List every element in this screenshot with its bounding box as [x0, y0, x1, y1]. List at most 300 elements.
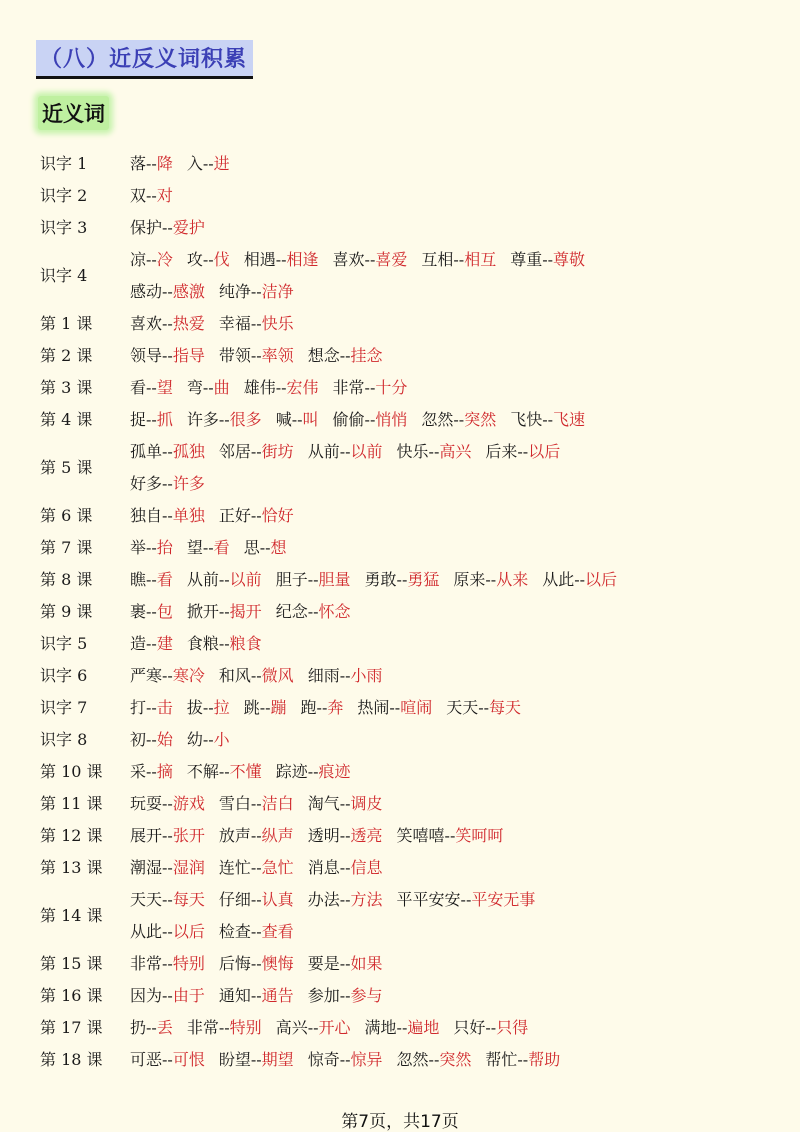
pair-separator: -- [485, 569, 497, 589]
synonym-word: 急忙 [261, 857, 294, 877]
word-pair [130, 247, 173, 270]
synonym-word: 始 [156, 729, 173, 749]
lesson-label: 第 2 课 [40, 345, 93, 365]
pair-separator: -- [485, 1017, 497, 1037]
source-word: 快乐 [396, 441, 429, 461]
source-word: 和风 [218, 665, 251, 685]
word-pair-line [130, 946, 790, 978]
lesson-label: 第 5 课 [40, 457, 93, 477]
pair-separator: -- [162, 889, 173, 909]
word-pair-line [130, 594, 790, 626]
source-word: 要是 [307, 953, 340, 973]
synonym-word: 建 [156, 633, 173, 653]
pair-separator: -- [396, 569, 408, 589]
word-pair [510, 247, 585, 270]
synonym-word: 笑呵呵 [455, 825, 504, 845]
word-pair [397, 439, 472, 462]
source-word: 喜欢 [130, 313, 163, 333]
source-word: 原来 [453, 569, 486, 589]
source-word: 天天 [130, 889, 163, 909]
word-pair [397, 1047, 472, 1070]
pair-separator: -- [364, 377, 376, 397]
word-pair-line [130, 306, 790, 338]
pair-separator: -- [202, 249, 214, 269]
word-pair [301, 695, 344, 718]
synonym-word: 游戏 [172, 793, 205, 813]
source-word: 领导 [130, 345, 163, 365]
word-pair [244, 535, 287, 558]
source-word: 喊 [275, 409, 292, 429]
synonym-word: 可恨 [172, 1049, 205, 1069]
pair-separator: -- [428, 441, 440, 461]
word-pair [130, 503, 205, 526]
pair-separator: -- [162, 921, 173, 941]
synonym-word: 方法 [350, 889, 383, 909]
synonym-word: 单独 [172, 505, 205, 525]
synonym-word: 微风 [261, 665, 294, 685]
source-word: 惊奇 [307, 1049, 340, 1069]
source-word: 办法 [307, 889, 340, 909]
word-pair [397, 823, 504, 846]
word-pair-line [130, 146, 790, 178]
word-pair-line [130, 882, 790, 914]
source-word: 满地 [364, 1017, 397, 1037]
word-pair [308, 951, 383, 974]
word-pair [187, 695, 230, 718]
synonym-word: 拉 [213, 697, 230, 717]
word-pair [333, 375, 408, 398]
source-word: 检查 [218, 921, 251, 941]
word-pair [365, 567, 440, 590]
lesson-label: 识字 1 [40, 153, 88, 173]
word-pair [130, 151, 173, 174]
pair-separator: -- [162, 665, 173, 685]
pair-separator: -- [339, 889, 351, 909]
source-word: 尊重 [510, 249, 543, 269]
synonym-word: 指导 [172, 345, 205, 365]
synonym-word: 尊敬 [553, 249, 586, 269]
word-pair-line [130, 210, 790, 242]
pair-separator: -- [542, 249, 554, 269]
pair-separator: -- [275, 377, 287, 397]
synonym-word: 以后 [528, 441, 561, 461]
pair-separator: -- [250, 345, 262, 365]
pair-separator: -- [218, 601, 230, 621]
lesson-label: 第 15 课 [40, 953, 103, 973]
source-word: 偷偷 [332, 409, 365, 429]
lesson-label: 识字 8 [40, 729, 88, 749]
synonym-word: 冷 [156, 249, 173, 269]
lesson-label: 第 1 课 [40, 313, 93, 333]
synonym-word: 特别 [172, 953, 205, 973]
source-word: 食粮 [186, 633, 219, 653]
synonym-word: 许多 [172, 473, 205, 493]
pair-separator: -- [339, 857, 351, 877]
pair-separator: -- [339, 441, 351, 461]
pair-separator: -- [162, 1049, 173, 1069]
source-word: 踪迹 [275, 761, 308, 781]
word-pair [130, 727, 173, 750]
pair-separator: -- [162, 217, 173, 237]
pair-separator: -- [453, 249, 465, 269]
source-word: 跳 [243, 697, 260, 717]
source-word: 捉 [130, 409, 147, 429]
pair-separator: -- [339, 985, 351, 1005]
synonym-word: 高兴 [439, 441, 472, 461]
word-pair [219, 311, 294, 334]
source-word: 盼望 [218, 1049, 251, 1069]
source-word: 不解 [186, 761, 219, 781]
word-pair [421, 407, 496, 430]
pair-separator: -- [146, 633, 157, 653]
source-word: 扔 [130, 1017, 147, 1037]
word-pair [485, 1047, 560, 1070]
pair-separator: -- [146, 729, 157, 749]
word-pair-line [130, 562, 790, 594]
source-word: 好多 [130, 473, 163, 493]
synonym-word: 以后 [585, 569, 618, 589]
synonym-word: 纵声 [261, 825, 294, 845]
pair-separator: -- [162, 985, 173, 1005]
synonym-word: 帮助 [528, 1049, 561, 1069]
source-word: 消息 [307, 857, 340, 877]
pair-separator: -- [146, 153, 157, 173]
source-word: 放声 [218, 825, 251, 845]
lesson-label: 第 18 课 [40, 1049, 103, 1069]
word-pair [357, 695, 432, 718]
word-pair [130, 407, 173, 430]
word-pair [130, 215, 205, 238]
word-pair [187, 567, 262, 590]
source-word: 正好 [218, 505, 251, 525]
word-pair [187, 727, 230, 750]
pair-separator: -- [339, 825, 351, 845]
source-word: 潮湿 [130, 857, 163, 877]
pair-separator: -- [444, 825, 456, 845]
word-pair-line [130, 370, 790, 402]
source-word: 热闹 [357, 697, 390, 717]
word-pair [130, 951, 205, 974]
pair-separator: -- [146, 1017, 157, 1037]
word-pair-line [130, 530, 790, 562]
synonym-word: 击 [156, 697, 173, 717]
word-pair [453, 1015, 528, 1038]
pair-separator: -- [307, 569, 319, 589]
pair-separator: -- [162, 953, 173, 973]
synonym-word: 喜爱 [375, 249, 408, 269]
pair-separator: -- [146, 537, 157, 557]
word-pair [219, 503, 294, 526]
word-pair [219, 887, 294, 910]
source-word: 后来 [485, 441, 518, 461]
lesson-row [40, 818, 790, 850]
lesson-row [40, 338, 790, 370]
word-pair [308, 1047, 383, 1070]
word-pair-line [130, 434, 790, 466]
synonym-word: 突然 [439, 1049, 472, 1069]
synonym-word: 率领 [261, 345, 294, 365]
word-pair [276, 407, 319, 430]
synonym-word: 以前 [229, 569, 262, 589]
source-word: 攻 [186, 249, 203, 269]
synonym-word: 丢 [156, 1017, 173, 1037]
lesson-row [40, 498, 790, 530]
pair-separator: -- [146, 697, 157, 717]
synonym-word: 期望 [261, 1049, 294, 1069]
word-pair [219, 919, 294, 942]
pair-separator: -- [250, 665, 262, 685]
pair-separator: -- [250, 889, 262, 909]
word-pair [187, 375, 230, 398]
synonym-word: 查看 [261, 921, 294, 941]
pair-separator: -- [162, 473, 173, 493]
pair-separator: -- [250, 441, 262, 461]
section-title: （八）近反义词积累 [36, 40, 253, 79]
pair-separator: -- [574, 569, 586, 589]
word-pair [308, 343, 383, 366]
lesson-row [40, 562, 790, 594]
word-pair [219, 343, 294, 366]
lesson-row [40, 434, 790, 498]
word-pair [130, 791, 205, 814]
pair-separator: -- [218, 1017, 230, 1037]
synonym-word: 洁净 [261, 281, 294, 301]
synonym-word: 不懂 [229, 761, 262, 781]
lesson-label: 第 6 课 [40, 505, 93, 525]
source-word: 入 [186, 153, 203, 173]
pair-separator: -- [389, 697, 401, 717]
word-pair [187, 247, 230, 270]
source-word: 落 [130, 153, 147, 173]
word-pair-line [130, 626, 790, 658]
source-word: 只好 [453, 1017, 486, 1037]
word-pair [219, 439, 294, 462]
synonym-word: 爱护 [172, 217, 205, 237]
word-pair [308, 791, 383, 814]
source-word: 邻居 [218, 441, 251, 461]
lesson-row [40, 786, 790, 818]
pair-separator: -- [146, 249, 157, 269]
source-word: 想念 [307, 345, 340, 365]
pair-separator: -- [162, 505, 173, 525]
source-word: 仔细 [218, 889, 251, 909]
source-word: 弯 [186, 377, 203, 397]
synonym-word: 叫 [302, 409, 319, 429]
lesson-row [40, 722, 790, 754]
source-word: 裹 [130, 601, 147, 621]
synonym-word: 粮食 [229, 633, 262, 653]
source-word: 带领 [218, 345, 251, 365]
word-pair [187, 631, 262, 654]
synonym-word: 怀念 [318, 601, 351, 621]
word-pair [276, 759, 351, 782]
pair-separator: -- [202, 697, 214, 717]
source-word: 高兴 [275, 1017, 308, 1037]
source-word: 笑嘻嘻 [396, 825, 445, 845]
word-pair [421, 247, 496, 270]
source-word: 透明 [307, 825, 340, 845]
pair-separator: -- [146, 185, 157, 205]
synonym-word: 胆量 [318, 569, 351, 589]
lesson-label: 第 10 课 [40, 761, 103, 781]
word-pair [219, 791, 294, 814]
source-word: 平平安安 [396, 889, 461, 909]
pair-separator: -- [250, 921, 262, 941]
word-pair-line [130, 402, 790, 434]
word-pair [397, 887, 536, 910]
pair-separator: -- [259, 537, 271, 557]
pair-separator: -- [339, 793, 351, 813]
source-word: 帮忙 [485, 1049, 518, 1069]
synonym-word: 以后 [172, 921, 205, 941]
lesson-label: 识字 7 [40, 697, 88, 717]
word-pair [130, 535, 173, 558]
source-word: 许多 [186, 409, 219, 429]
lesson-row [40, 370, 790, 402]
synonym-list [40, 146, 790, 1074]
source-word: 瞧 [130, 569, 147, 589]
synonym-word: 透亮 [350, 825, 383, 845]
synonym-word: 对 [156, 185, 173, 205]
word-pair [187, 407, 262, 430]
word-pair [308, 983, 383, 1006]
source-word: 独自 [130, 505, 163, 525]
word-pair [130, 279, 205, 302]
synonym-word: 望 [156, 377, 173, 397]
synonym-word: 每天 [489, 697, 522, 717]
synonym-word: 想 [270, 537, 287, 557]
lesson-row [40, 178, 790, 210]
source-word: 拔 [186, 697, 203, 717]
source-word: 孤单 [130, 441, 163, 461]
pair-separator: -- [218, 569, 230, 589]
word-pair [130, 183, 173, 206]
pair-separator: -- [162, 281, 173, 301]
word-pair [308, 855, 383, 878]
source-word: 喜欢 [332, 249, 365, 269]
pair-separator: -- [517, 441, 529, 461]
source-word: 造 [130, 633, 147, 653]
lesson-label: 识字 3 [40, 217, 88, 237]
synonym-word: 伐 [213, 249, 230, 269]
pair-separator: -- [218, 633, 230, 653]
lesson-label: 第 17 课 [40, 1017, 103, 1037]
word-pair [130, 343, 205, 366]
synonym-word: 热爱 [172, 313, 205, 333]
word-pair-line [130, 978, 790, 1010]
lesson-row [40, 754, 790, 786]
synonym-word: 看 [213, 537, 230, 557]
pair-separator: -- [202, 729, 214, 749]
synonym-word: 降 [156, 153, 173, 173]
synonym-word: 包 [156, 601, 173, 621]
word-pair [130, 983, 205, 1006]
source-word: 看 [130, 377, 147, 397]
word-pair-line [130, 178, 790, 210]
synonym-word: 揭开 [229, 601, 262, 621]
pair-separator: -- [146, 569, 157, 589]
lesson-row [40, 658, 790, 690]
synonym-word: 寒冷 [172, 665, 205, 685]
lesson-label: 第 7 课 [40, 537, 93, 557]
synonym-word: 悄悄 [375, 409, 408, 429]
synonym-word: 调皮 [350, 793, 383, 813]
synonym-word: 小雨 [350, 665, 383, 685]
synonym-word: 看 [156, 569, 173, 589]
synonym-word: 从来 [496, 569, 529, 589]
source-word: 忽然 [421, 409, 454, 429]
source-word: 从前 [307, 441, 340, 461]
word-pair [308, 439, 383, 462]
source-word: 因为 [130, 985, 163, 1005]
source-word: 天天 [446, 697, 479, 717]
word-pair [244, 375, 319, 398]
synonym-word: 摘 [156, 761, 173, 781]
source-word: 从此 [130, 921, 163, 941]
synonym-word: 孤独 [172, 441, 205, 461]
pair-separator: -- [478, 697, 490, 717]
synonym-word: 十分 [375, 377, 408, 397]
synonym-word: 相逢 [286, 249, 319, 269]
synonym-word: 抓 [156, 409, 173, 429]
synonym-word: 突然 [464, 409, 497, 429]
pair-separator: -- [250, 793, 262, 813]
word-pair [187, 759, 262, 782]
word-pair [333, 407, 408, 430]
pair-separator: -- [162, 313, 173, 333]
word-pair [219, 1047, 294, 1070]
synonym-word: 开心 [318, 1017, 351, 1037]
synonym-word: 平安无事 [471, 889, 536, 909]
word-pair-line [130, 850, 790, 882]
synonym-word: 很多 [229, 409, 262, 429]
lesson-row [40, 850, 790, 882]
word-pair-line [130, 498, 790, 530]
lesson-row [40, 242, 790, 306]
word-pair [130, 1047, 205, 1070]
source-word: 互相 [421, 249, 454, 269]
lesson-row [40, 1010, 790, 1042]
source-word: 细雨 [307, 665, 340, 685]
word-pair [365, 1015, 440, 1038]
word-pair [446, 695, 521, 718]
source-word: 严寒 [130, 665, 163, 685]
source-word: 勇敢 [364, 569, 397, 589]
synonym-word: 喧闹 [400, 697, 433, 717]
source-word: 飞快 [510, 409, 543, 429]
synonym-word: 蹦 [270, 697, 287, 717]
word-pair-line [130, 1042, 790, 1074]
pair-separator: -- [517, 1049, 529, 1069]
source-word: 掀开 [186, 601, 219, 621]
pair-separator: -- [250, 953, 262, 973]
synonym-word: 参与 [350, 985, 383, 1005]
source-word: 幼 [186, 729, 203, 749]
synonym-word: 认真 [261, 889, 294, 909]
source-word: 举 [130, 537, 147, 557]
lesson-label: 第 14 课 [40, 905, 103, 925]
word-pair [219, 951, 294, 974]
pair-separator: -- [146, 601, 157, 621]
pair-separator: -- [250, 1049, 262, 1069]
source-word: 非常 [332, 377, 365, 397]
pair-separator: -- [542, 409, 554, 429]
lesson-row [40, 946, 790, 978]
pair-separator: -- [275, 249, 287, 269]
synonym-word: 进 [213, 153, 230, 173]
synonym-word: 街坊 [261, 441, 294, 461]
word-pair [130, 599, 173, 622]
